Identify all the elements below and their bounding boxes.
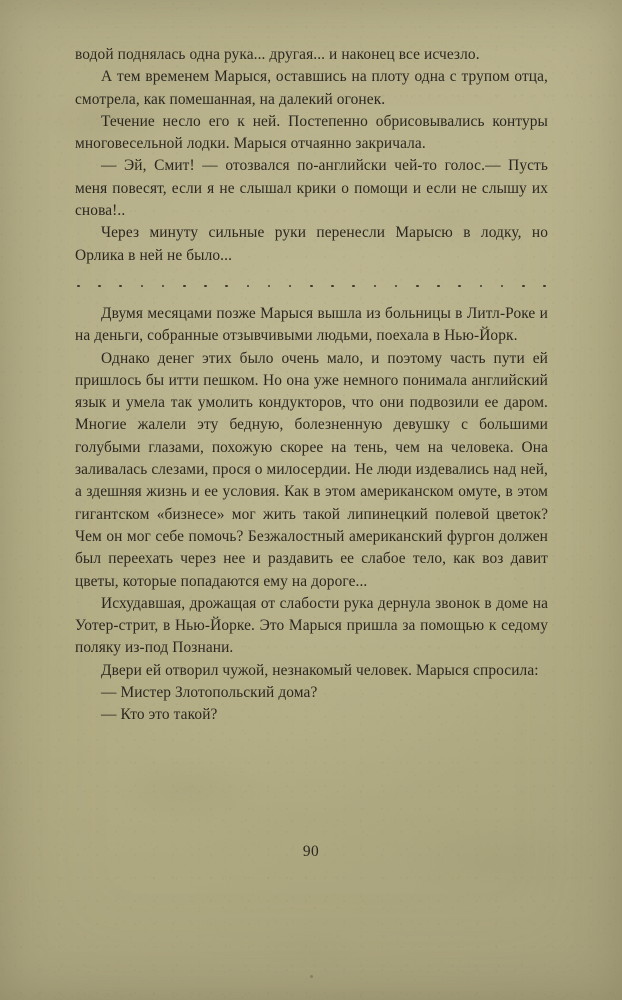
scene-break-dot — [119, 285, 122, 288]
scene-break-dot — [204, 285, 207, 288]
scene-break-dot — [416, 285, 419, 288]
scene-break-dot — [480, 285, 483, 288]
paragraph: Двери ей отворил чужой, незнакомый человек. Марыся спросила: — [101, 661, 539, 679]
scene-break-dot — [374, 285, 377, 288]
scene-break-dot — [352, 285, 355, 288]
scene-break-dot — [289, 285, 292, 288]
paragraph-dialogue-smith: — Эй, Смит! — отозвался по-английски чей-то голос.— Пусть меня повесят, если я не слышал крики о помощи и если не слышу их снова!.. — [75, 157, 548, 220]
paragraph: А тем временем Марыся, оставшись на плоту одна с трупом отца, смотрела, как помешанная, на далекий огонек. — [75, 68, 548, 108]
scene-break-dot-rule — [75, 276, 548, 296]
paragraph: Исхудавшая, дрожащая от слабости рука дернула звонок в доме на Уотер-стрит, в Нью-Йорке. Это Марыся пришла за помощью к седому поляку из-под Познани. — [75, 594, 548, 657]
scene-break-dot — [141, 285, 144, 288]
scene-break-dot — [247, 285, 250, 288]
bottom-center-mark — [310, 975, 313, 978]
page-number: 90 — [302, 843, 320, 860]
scene-break-dot — [395, 285, 398, 288]
scene-break-dot — [183, 285, 186, 288]
scene-break-dot — [331, 285, 334, 288]
scene-break-dot — [268, 285, 271, 288]
scene-break-dot — [162, 285, 165, 288]
scene-break-dot — [437, 285, 440, 288]
paragraph: Двумя месяцами позже Марыся вышла из больницы в Литл-Роке и на деньги, собранные отзывчивыми людьми, поехала в Нью-Йорк. — [75, 304, 548, 345]
page-text-block — [75, 44, 548, 727]
paragraph: Течение несло его к ней. Постепенно обрисовывались контуры многовесельной лодки. Марыся отчаянно закричала. — [75, 112, 548, 153]
dialogue-line: — Мистер Злотопольский дома? — [101, 684, 318, 702]
scene-break-dot — [458, 285, 461, 288]
paragraph-continuation: водой поднялась одна рука... другая... и наконец все исчезло. — [75, 46, 480, 63]
paragraph-long: Однако денег этих было очень мало, и поэтому часть пути ей пришлось бы итти пешком. Но она уже немного понимала английский язык и умела так умолить кондукторов, что они подвозили ее даром. Многие жалели эту бедную, болезненную девушку с большими голубыми глазами, похожую скорее на тень, чем на человека. Она заливалась слезами, прося о милосердии. Не люди издевались над ней, а здешняя жизнь и ее условия. Как в этом американском омуте, в этом гигантском «бизнесе» мог жить такой липинецкий полевой цветок? Чем он мог себе помочь? Безжалостный американский фургон должен был переехать через нее и раздавить ее слабое тело, как воз давит цветы, которые попадаются ему на дороге... — [75, 349, 548, 590]
scene-break-dot — [543, 285, 546, 288]
dialogue-line: — Кто это такой? — [101, 706, 218, 724]
scene-break-dot — [522, 285, 525, 288]
scene-break-dot — [501, 285, 504, 288]
scene-break-dot — [225, 285, 228, 288]
paragraph: Через минуту сильные руки перенесли Марысю в лодку, но Орлика в ней не было... — [75, 224, 548, 264]
scene-break-dot — [77, 285, 80, 288]
scene-break-dot — [310, 285, 313, 288]
scene-break-dot — [98, 285, 101, 288]
